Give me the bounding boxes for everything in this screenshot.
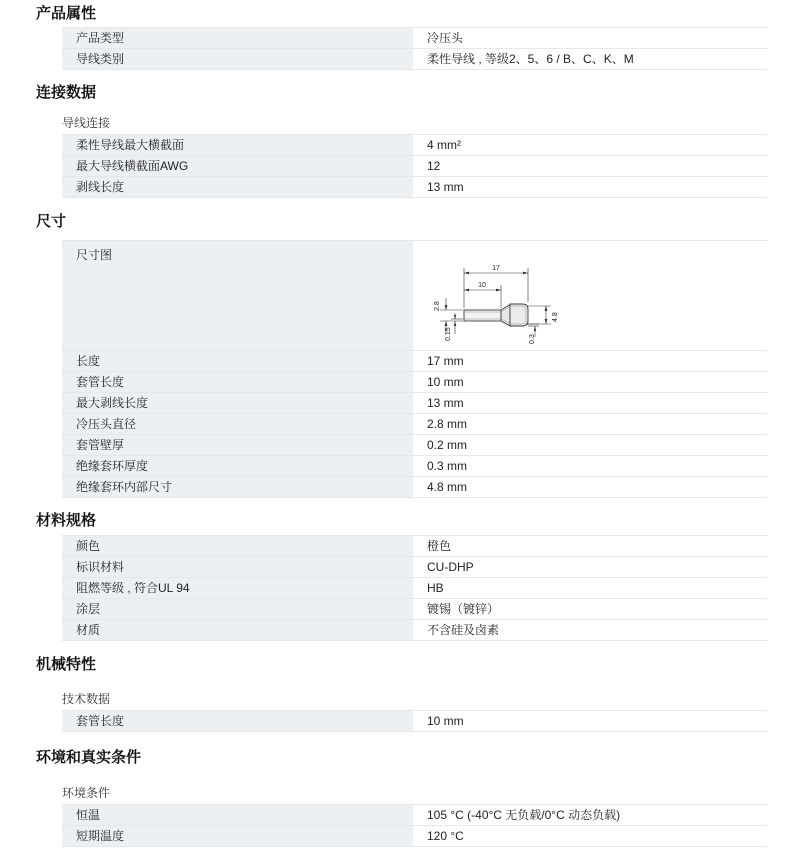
row-value: 4.8 mm [427, 480, 468, 494]
row-value: 17 mm [427, 354, 464, 368]
row-label: 套管长度 [62, 711, 413, 731]
dim-total-length: 17 [492, 265, 500, 272]
table-row [62, 455, 767, 476]
row-value: CU-DHP [427, 560, 474, 574]
dim-collar-inner: 4.8 [552, 312, 559, 322]
dim-tube-diameter: 2.8 [434, 301, 441, 311]
dimension-diagram-cell [413, 241, 767, 350]
table-row [62, 176, 767, 197]
table-row [62, 476, 767, 497]
table-row [62, 392, 767, 413]
row-value: HB [427, 581, 444, 595]
dimension-diagram-row [62, 240, 767, 350]
row-value: 不含硅及卤素 [427, 623, 500, 637]
row-label: 标识材料 [62, 557, 413, 577]
row-label: 产品类型 [62, 28, 413, 48]
row-value: 2.8 mm [427, 417, 468, 431]
row-label: 绝缘套环厚度 [62, 456, 413, 476]
row-value: 13 mm [427, 180, 464, 194]
table-row [62, 710, 767, 731]
row-label: 导线类别 [62, 49, 413, 69]
mechanical-table [62, 710, 767, 732]
row-label: 阻燃等级 , 符合UL 94 [62, 578, 413, 598]
row-value: 120 °C [427, 829, 464, 843]
subsection-title-environment-conditions: 环境条件 [62, 786, 111, 800]
row-value: 镀锡（镀锌） [427, 602, 500, 616]
product-attributes-table [62, 27, 767, 70]
row-label: 绝缘套环内部尺寸 [62, 477, 413, 497]
row-label: 套管壁厚 [62, 435, 413, 455]
table-row [62, 577, 767, 598]
table-row [62, 535, 767, 556]
table-row [62, 350, 767, 371]
row-value: 0.3 mm [427, 459, 468, 473]
row-value: 12 [427, 159, 441, 173]
subsection-title-wire-connection: 导线连接 [62, 116, 111, 130]
row-label: 冷压头直径 [62, 414, 413, 434]
row-label: 最大导线横截面AWG [62, 156, 413, 176]
row-label: 剥线长度 [62, 177, 413, 197]
row-label: 最大剥线长度 [62, 393, 413, 413]
row-label: 材质 [62, 620, 413, 640]
connection-data-table [62, 134, 767, 198]
row-label: 长度 [62, 351, 413, 371]
row-label: 短期温度 [62, 826, 413, 846]
table-row [62, 27, 767, 48]
row-label: 颜色 [62, 536, 413, 556]
row-label: 涂层 [62, 599, 413, 619]
row-value: 10 mm [427, 714, 464, 728]
table-row [62, 619, 767, 640]
table-row [62, 825, 767, 846]
row-label: 柔性导线最大横截面 [62, 135, 413, 155]
row-value: 105 °C (-40°C 无负载/0°C 动态负载) [427, 808, 621, 822]
material-specs-table [62, 535, 767, 641]
row-value: 10 mm [427, 375, 464, 389]
row-label: 套管长度 [62, 372, 413, 392]
subsection-title-technical-data: 技术数据 [62, 692, 111, 706]
table-row [62, 134, 767, 155]
section-title-mechanical: 机械特性 [36, 656, 97, 673]
row-value: 0.2 mm [427, 438, 468, 452]
row-value: 13 mm [427, 396, 464, 410]
table-row [62, 598, 767, 619]
environment-table [62, 804, 767, 847]
table-row [62, 434, 767, 455]
dim-sleeve-length: 10 [478, 282, 486, 289]
ferrule-dimension-drawing [427, 249, 577, 349]
row-label: 恒温 [62, 805, 413, 825]
dim-collar-wall: 0.3 [529, 334, 536, 344]
row-value: 4 mm² [427, 138, 461, 152]
row-value: 柔性导线 , 等级2、5、6 / B、C、K、M [427, 52, 634, 66]
dimensions-table [62, 240, 767, 498]
table-row [62, 804, 767, 825]
table-row [62, 48, 767, 69]
section-title-connection-data: 连接数据 [36, 84, 97, 101]
row-value: 冷压头 [427, 31, 464, 45]
dim-tube-wall: 0.15 [445, 327, 452, 341]
section-title-environment: 环境和真实条件 [36, 749, 142, 766]
table-row [62, 413, 767, 434]
row-label: 尺寸图 [62, 241, 413, 350]
table-row [62, 556, 767, 577]
row-value: 橙色 [427, 539, 452, 553]
table-row [62, 371, 767, 392]
section-title-product-attributes: 产品属性 [36, 5, 97, 22]
section-title-dimensions: 尺寸 [36, 213, 67, 230]
section-title-material-specs: 材料规格 [36, 512, 97, 529]
table-row [62, 155, 767, 176]
